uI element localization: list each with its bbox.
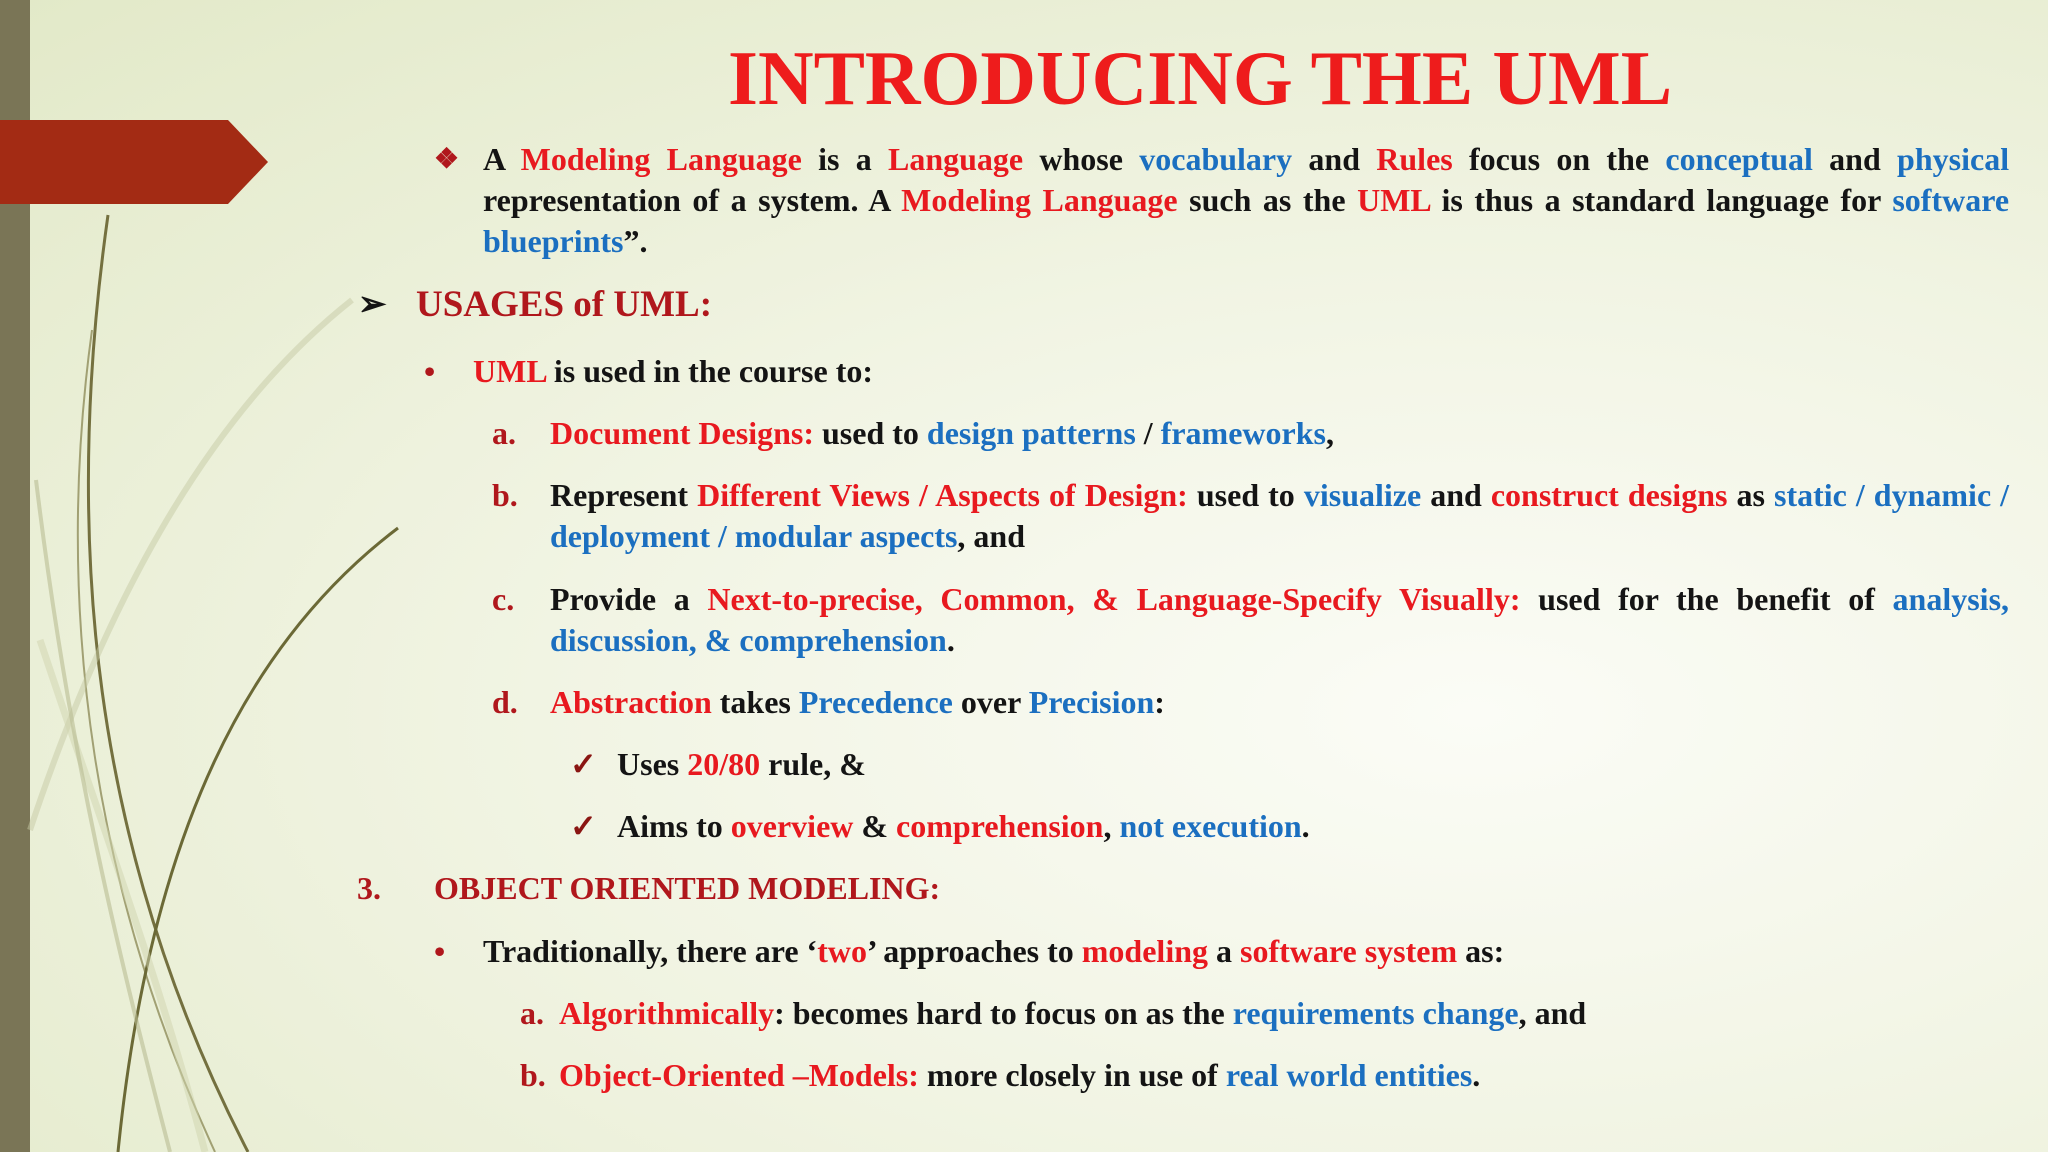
usage-item-b: Represent Different Views / Aspects of Design: used to visualize and construct designs as static / dynamic / deployment / modular aspects, and [550,477,2010,554]
arrowhead-bullet-icon: ➢ [358,286,387,323]
oom-heading: OBJECT ORIENTED MODELING: [434,870,941,906]
item-marker-d: d. [492,684,518,720]
check-item-rule: Uses 20/80 rule, & [617,746,866,782]
usage-item-a: Document Designs: used to design patterns / frameworks, [550,415,1334,451]
slide-title: INTRODUCING THE UML [728,35,1673,121]
usages-heading: USAGES of UML: [416,284,713,325]
oom-item-b: Object-Oriented –Models: more closely in use of real world entities. [559,1057,1481,1093]
section-number: 3. [357,870,381,906]
diamond-bullet-icon: ❖ [434,144,460,175]
item-marker-a: a. [520,995,544,1031]
oom-item-a: Algorithmically: becomes hard to focus on as the requirements change, and [559,995,1587,1031]
item-marker-b: b. [520,1057,546,1093]
usage-item-c: Provide a Next-to-precise, Common, & Language-Specify Visually: used for the benefit of analysis, discussion, & comprehension. [550,581,2010,658]
checkmark-icon: ✓ [570,746,597,782]
bullet-dot: • [424,353,436,389]
check-item-aims: Aims to overview & comprehension, not execution. [617,808,1310,844]
usage-item-d: Abstraction takes Precedence over Precision: [550,684,1165,720]
intro-paragraph: A Modeling Language is a Language whose vocabulary and Rules focus on the conceptual and physical representation of a system. A Modeling Language such as the UML is thus a standard language for software blueprints”. [483,141,2010,259]
usages-intro-line: UML is used in the course to: [473,353,873,389]
bullet-dot: • [434,933,446,969]
item-marker-b: b. [492,477,518,513]
checkmark-icon: ✓ [570,808,597,844]
oom-intro-line: Traditionally, there are ‘two’ approaches to modeling a software system as: [483,933,1505,969]
item-marker-c: c. [492,581,515,617]
title-arrow-shape [0,120,268,204]
item-marker-a: a. [492,415,516,451]
